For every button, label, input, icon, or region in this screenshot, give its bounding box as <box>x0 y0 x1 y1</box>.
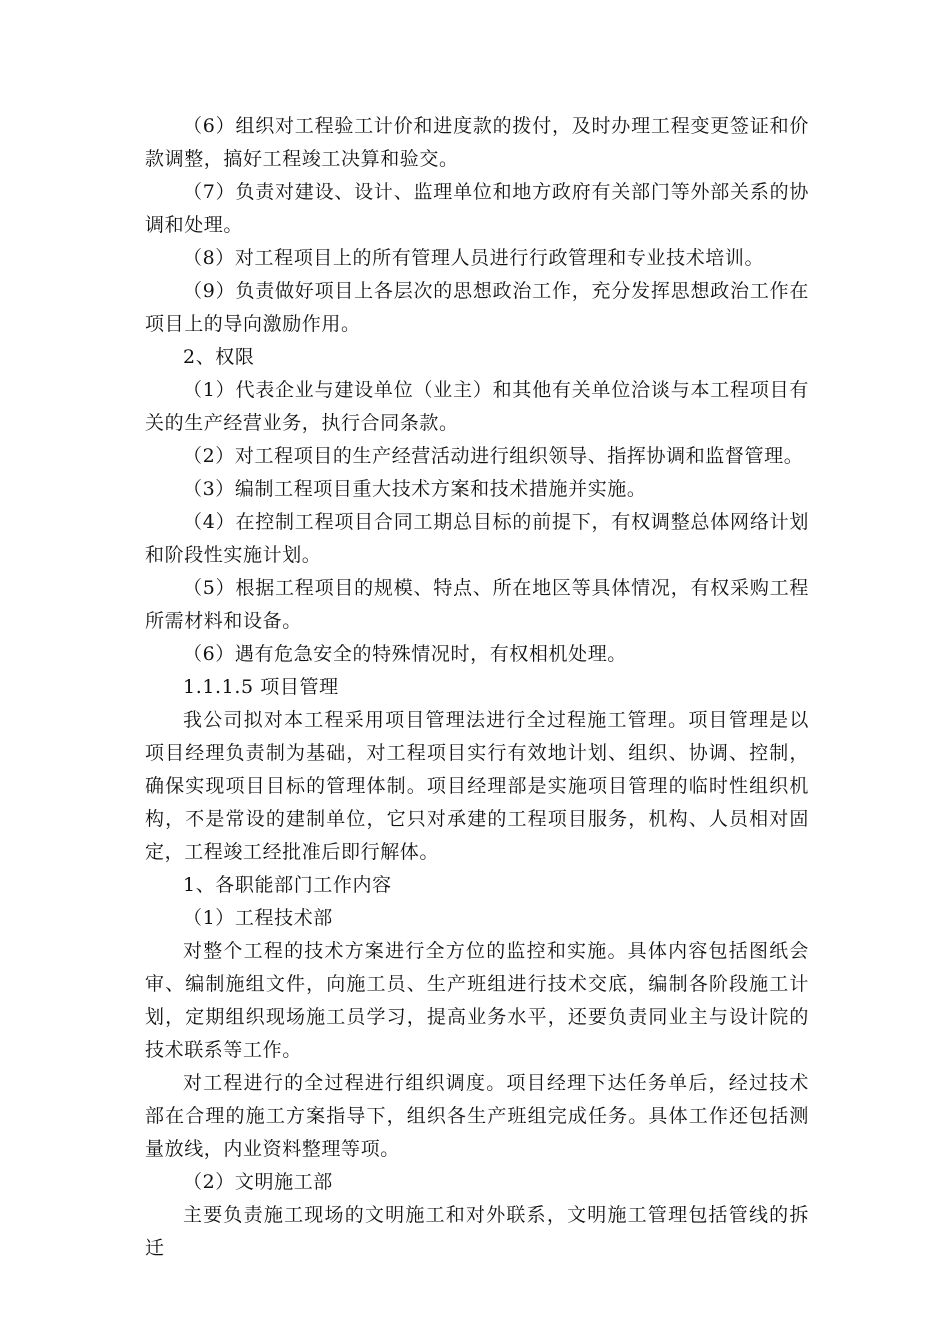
subheading-engineering-dept: （1）工程技术部 <box>183 907 333 929</box>
paragraph-16: 对整个工程的技术方案进行全方位的监控和实施。具体内容包括图纸会审、编制施组文件，向施工员、生产班组进行技术交底，编制各阶段施工计划，定期组织现场施工员学习，提高业务水平，还要负责同业主与设计院的技术联系等工作。 <box>145 940 809 1061</box>
section-heading-departments: 1、各职能部门工作内容 <box>183 874 392 896</box>
section-heading-project-management: 1.1.1.5 项目管理 <box>183 676 339 698</box>
paragraph-3: （8）对工程项目上的所有管理人员进行行政管理和专业技术培训。 <box>183 247 765 269</box>
paragraph-13: 我公司拟对本工程采用项目管理法进行全过程施工管理。项目管理是以项目经理负责制为基础，对工程项目实行有效地计划、组织、协调、控制，确保实现项目目标的管理体制。项目经理部是实施项目管理的临时性组织机构，不是常设的建制单位，它只对承建的工程项目服务，机构、人员相对固定，工程竣工经批准后即行解体。 <box>145 709 809 863</box>
paragraph-11: （6）遇有危急安全的特殊情况时，有权相机处理。 <box>183 643 627 665</box>
paragraph-8: （3）编制工程项目重大技术方案和技术措施并实施。 <box>183 478 647 500</box>
paragraph-1: （6）组织对工程验工计价和进度款的拨付，及时办理工程变更签证和价款调整，搞好工程竣工决算和验交。 <box>145 115 809 170</box>
paragraph-4: （9）负责做好项目上各层次的思想政治工作，充分发挥思想政治工作在项目上的导向激励作用。 <box>145 280 809 335</box>
paragraph-2: （7）负责对建设、设计、监理单位和地方政府有关部门等外部关系的协调和处理。 <box>145 181 809 236</box>
paragraph-17: 对工程进行的全过程进行组织调度。项目经理下达任务单后，经过技术部在合理的施工方案指导下，组织各生产班组完成任务。具体工作还包括测量放线，内业资料整理等项。 <box>145 1072 809 1160</box>
paragraph-19: 主要负责施工现场的文明施工和对外联系，文明施工管理包括管线的拆迁 <box>145 1204 809 1259</box>
paragraph-6: （1）代表企业与建设单位（业主）和其他有关单位洽谈与本工程项目有关的生产经营业务，执行合同条款。 <box>145 379 809 434</box>
section-heading-authority: 2、权限 <box>183 346 255 368</box>
paragraph-10: （5）根据工程项目的规模、特点、所在地区等具体情况，有权采购工程所需材料和设备。 <box>145 577 809 632</box>
document-page <box>145 110 809 1265</box>
paragraph-9: （4）在控制工程项目合同工期总目标的前提下，有权调整总体网络计划和阶段性实施计划。 <box>145 511 809 566</box>
paragraph-7: （2）对工程项目的生产经营活动进行组织领导、指挥协调和监督管理。 <box>183 445 804 467</box>
subheading-civilized-construction-dept: （2）文明施工部 <box>183 1171 333 1193</box>
